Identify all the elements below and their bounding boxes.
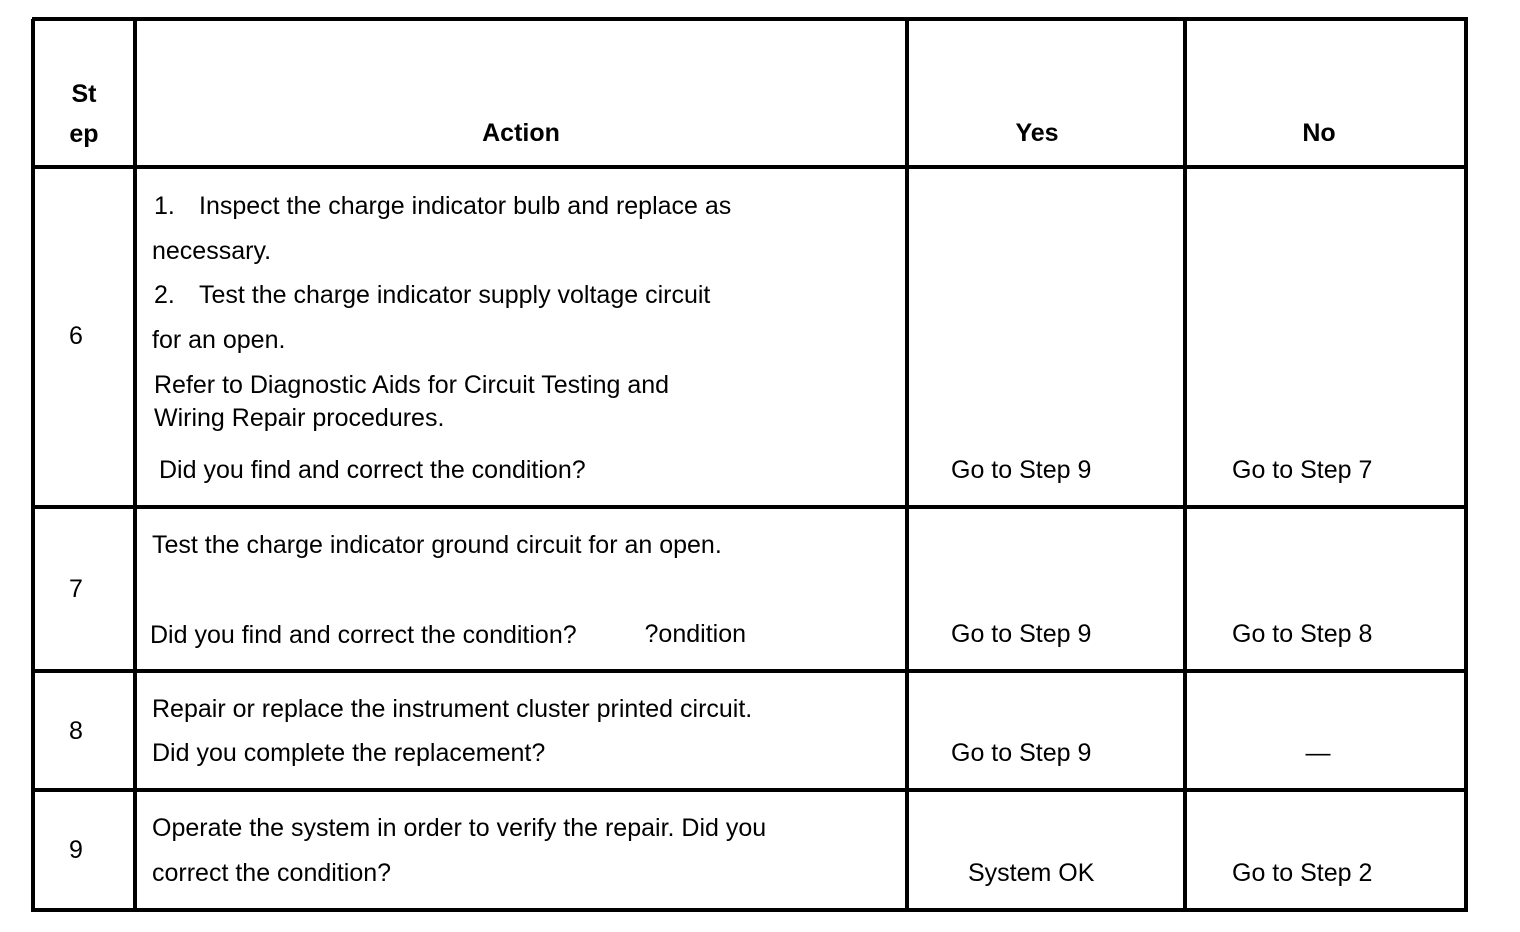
row7-no-result: Go to Step 8 bbox=[1232, 620, 1373, 648]
step-number-8: 8 bbox=[69, 717, 83, 745]
row9-action-line1: Operate the system in order to verify the repair. Did you bbox=[152, 814, 767, 842]
header-no: No bbox=[1302, 119, 1336, 147]
row6-item1-continuation: necessary. bbox=[152, 237, 272, 265]
header-step-line2: ep bbox=[69, 120, 99, 148]
row7-question-overlap-fragment: ondition? bbox=[644, 620, 746, 648]
header-step-line1: St bbox=[71, 80, 97, 108]
row7-question: Did you find and correct the condition? bbox=[150, 621, 577, 649]
row9-yes-result: System OK bbox=[968, 859, 1095, 887]
step-number-6: 6 bbox=[69, 322, 83, 350]
step-number-9: 9 bbox=[69, 836, 83, 864]
row7-yes-result: Go to Step 9 bbox=[951, 620, 1092, 648]
row8-no-result: — bbox=[1305, 739, 1331, 767]
row6-item1-number: 1. bbox=[154, 192, 175, 220]
step-number-7: 7 bbox=[69, 575, 83, 603]
row8-action-line1: Repair or replace the instrument cluster printed circuit. bbox=[152, 695, 753, 723]
row6-yes-result: Go to Step 9 bbox=[951, 456, 1092, 484]
row6-item1-text: Inspect the charge indicator bulb and replace as bbox=[199, 192, 732, 220]
row6-refer-line2: Wiring Repair procedures. bbox=[154, 404, 445, 432]
row8-question: Did you complete the replacement? bbox=[152, 739, 546, 767]
row6-refer-line1: Refer to Diagnostic Aids for Circuit Testing and bbox=[154, 371, 670, 399]
row9-action-line2: correct the condition? bbox=[152, 859, 392, 887]
row6-question: Did you find and correct the condition? bbox=[159, 456, 586, 484]
header-action: Action bbox=[482, 119, 560, 147]
row6-item2-text: Test the charge indicator supply voltage circuit bbox=[199, 281, 711, 309]
row6-no-result: Go to Step 7 bbox=[1232, 456, 1373, 484]
row8-yes-result: Go to Step 9 bbox=[951, 739, 1092, 767]
row9-no-result: Go to Step 2 bbox=[1232, 859, 1373, 887]
row6-item2-continuation: for an open. bbox=[152, 326, 286, 354]
row7-action-line1: Test the charge indicator ground circuit for an open. bbox=[152, 531, 722, 559]
header-yes: Yes bbox=[1015, 119, 1059, 147]
row6-item2-number: 2. bbox=[154, 281, 175, 309]
